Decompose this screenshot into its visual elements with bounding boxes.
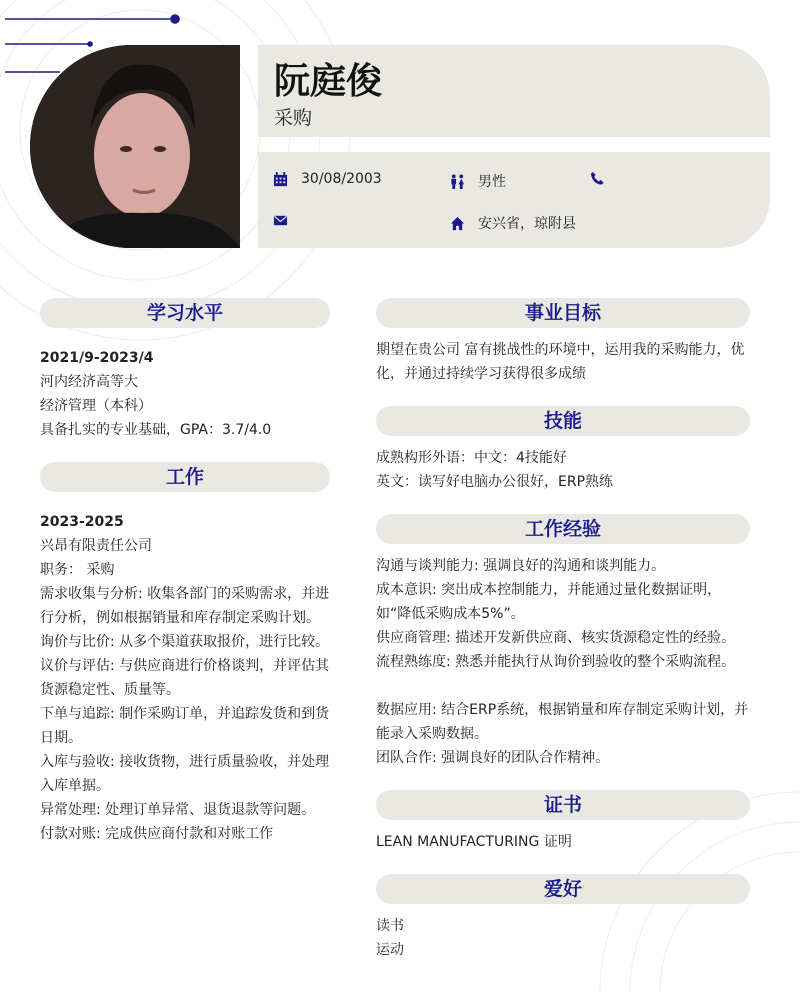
skills-line: 英文：读写好电脑办公很好，ERP熟练	[376, 474, 614, 490]
skills-body	[376, 446, 756, 494]
dob-value: 30/08/2003	[301, 171, 382, 187]
candidate-name: 阮庭俊	[274, 61, 383, 102]
experience-line: 供应商管理: 描述开发新供应商、核实货源稳定性的经验。	[376, 630, 736, 646]
objective-line: 化，并通过持续学习获得很多成绩	[376, 366, 586, 382]
email-icon	[273, 213, 288, 228]
work-title: 工作	[40, 462, 330, 492]
education-line: 经济管理（本科）	[40, 398, 152, 414]
work-line: 议价与评估: 与供应商进行价格谈判，并评估其	[40, 658, 330, 674]
gender-item	[450, 171, 506, 191]
certificates-body	[376, 830, 756, 854]
work-body	[40, 510, 340, 846]
certificate-line: LEAN MANUFACTURING 证明	[376, 834, 572, 850]
candidate-role: 采购	[274, 107, 313, 129]
work-line: 询价与比价: 从多个渠道获取报价，进行比较。	[40, 634, 330, 650]
objective-title: 事业目标	[376, 298, 750, 328]
work-line: 付款对账: 完成供应商付款和对账工作	[40, 826, 274, 842]
experience-body	[376, 554, 756, 770]
education-body	[40, 346, 340, 442]
calendar-icon	[273, 172, 288, 187]
certificates-title: 证书	[376, 790, 750, 820]
experience-line	[376, 674, 756, 698]
hobbies-body	[376, 914, 756, 962]
education-period: 2021/9-2023/4	[40, 350, 154, 366]
experience-line: 沟通与谈判能力: 强调良好的沟通和谈判能力。	[376, 558, 666, 574]
name-panel	[258, 45, 770, 137]
phone-icon	[590, 171, 605, 186]
experience-line: 团队合作: 强调良好的团队合作精神。	[376, 750, 610, 766]
work-line: 入库与验收: 接收货物，进行质量验收，并处理	[40, 754, 330, 770]
work-line: 兴昂有限责任公司	[40, 538, 152, 554]
home-icon	[450, 216, 465, 231]
work-line: 日期。	[40, 730, 82, 746]
work-line: 异常处理: 处理订单异常、退货退款等问题。	[40, 802, 316, 818]
work-line: 入库单据。	[40, 778, 110, 794]
experience-line: 能录入采购数据。	[376, 726, 488, 742]
dob-item	[273, 171, 382, 187]
objective-body	[376, 338, 756, 386]
education-line: 河内经济高等大	[40, 374, 138, 390]
address-item	[450, 213, 576, 233]
experience-title: 工作经验	[376, 514, 750, 544]
experience-line: 成本意识: 突出成本控制能力，并能通过量化数据证明，	[376, 582, 722, 598]
work-period: 2023-2025	[40, 514, 124, 530]
phone-item	[590, 171, 618, 186]
skills-title: 技能	[376, 406, 750, 436]
hobby-line: 读书	[376, 918, 404, 934]
work-line: 行分析，例如根据销量和库存制定采购计划。	[40, 610, 320, 626]
hobbies-title: 爱好	[376, 874, 750, 904]
email-item	[273, 213, 301, 228]
contact-panel	[258, 152, 770, 248]
work-line: 货源稳定性、质量等。	[40, 682, 180, 698]
work-line: 下单与追踪: 制作采购订单，并追踪发货和到货	[40, 706, 330, 722]
work-line: 需求收集与分析: 收集各部门的采购需求，并进	[40, 586, 330, 602]
experience-line: 如“降低采购成本5%”。	[376, 606, 525, 622]
profile-photo	[30, 45, 240, 248]
education-line: 具备扎实的专业基础，GPA：3.7/4.0	[40, 422, 272, 438]
address-value: 安兴省，琼附县	[478, 216, 576, 232]
skills-line: 成熟构形外语：中文：4技能好	[376, 450, 567, 466]
hobby-line: 运动	[376, 942, 404, 958]
experience-line: 流程熟练度: 熟悉并能执行从询价到验收的整个采购流程。	[376, 654, 736, 670]
gender-value: 男性	[478, 174, 506, 190]
work-line: 职务： 采购	[40, 562, 115, 578]
objective-line: 期望在贵公司 富有挑战性的环境中，运用我的采购能力，优	[376, 342, 745, 358]
experience-line: 数据应用: 结合ERP系统，根据销量和库存制定采购计划，并	[376, 702, 749, 718]
gender-icon	[450, 174, 465, 189]
education-title: 学习水平	[40, 298, 330, 328]
